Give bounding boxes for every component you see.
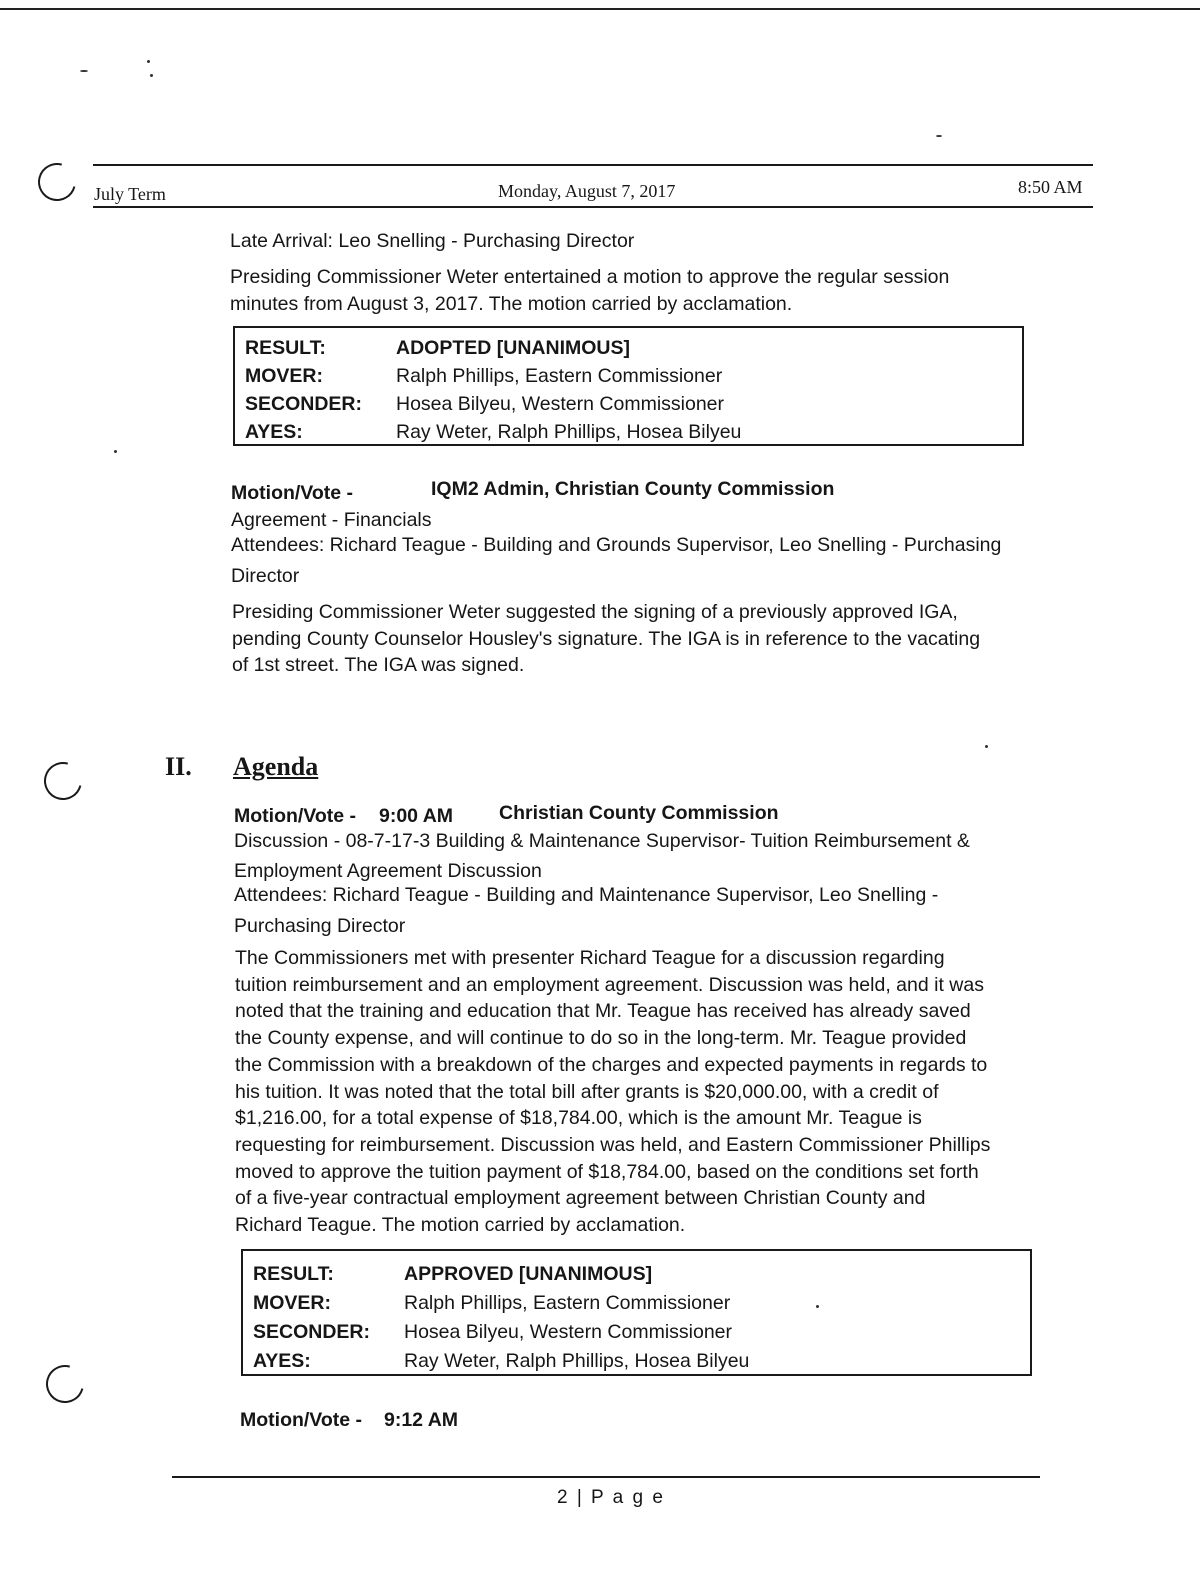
motion-vote-body: Christian County Commission [499, 802, 779, 824]
scan-speck [147, 60, 150, 63]
punch-hole-icon [37, 755, 89, 807]
attendees [234, 880, 938, 942]
section-number: II. [165, 752, 192, 781]
paragraph-line: The Commissioners met with presenter Richard Teague for a discussion regarding [235, 947, 945, 969]
vote-value: Hosea Bilyeu, Western Commissioner [404, 1321, 733, 1343]
header-term: July Term [94, 184, 166, 204]
minutes-approval-paragraph [230, 264, 949, 318]
paragraph-line: noted that the training and education that Mr. Teague has received has already saved [235, 1000, 971, 1023]
late-arrival-line: Late Arrival: Leo Snelling - Purchasing Director [230, 230, 635, 252]
vote-value: Ralph Phillips, Eastern Commissioner [404, 1292, 731, 1314]
header-date: Monday, August 7, 2017 [498, 181, 676, 201]
vote-label: AYES: [253, 1350, 311, 1372]
motion-vote-time: 9:12 AM [384, 1409, 459, 1431]
motion-vote-label: Motion/Vote - [231, 482, 354, 504]
scan-speck [936, 135, 942, 137]
page-number: 2 | P a g e [557, 1487, 665, 1508]
attendees-line: Attendees: Richard Teague - Building and Maintenance Supervisor, Leo Snelling - [234, 884, 939, 906]
vote-value: ADOPTED [UNANIMOUS] [396, 337, 630, 359]
paragraph-line: his tuition. It was noted that the total bill after grants is $20,000.00, with a credit of [235, 1080, 939, 1103]
paragraph-line: of 1st street. The IGA was signed. [232, 654, 525, 676]
vote-label: SECONDER: [253, 1321, 371, 1343]
discussion-line: Employment Agreement Discussion [234, 860, 542, 882]
paragraph-line: tuition reimbursement and an employment agreement. Discussion was held, and it was [235, 973, 984, 996]
discussion [234, 826, 970, 886]
scan-speck [114, 450, 117, 453]
attendees-line: Attendees: Richard Teague - Building and Grounds Supervisor, Leo Snelling - Purchasing [231, 534, 1002, 556]
paragraph-line: Presiding Commissioner Weter suggested the signing of a previously approved IGA, [232, 601, 958, 623]
attendees-line: Purchasing Director [234, 915, 406, 937]
vote-row-seconder [235, 390, 1022, 419]
header-time: 8:50 AM [1018, 177, 1083, 197]
vote-row-ayes [235, 418, 1022, 447]
vote-label: SECONDER: [245, 393, 363, 415]
paragraph-line: pending County Counselor Housley's signature. The IGA is in reference to the vacating [232, 627, 981, 650]
header-rule-bottom [93, 206, 1093, 208]
attendees [231, 530, 1001, 592]
punch-hole-icon [31, 156, 83, 208]
vote-value: Ray Weter, Ralph Phillips, Hosea Bilyeu [396, 421, 742, 443]
motion-vote-time: 9:00 AM [379, 805, 454, 827]
paragraph-line: the Commission with a breakdown of the charges and expected payments in regards to [235, 1053, 988, 1076]
section-title: Agenda [233, 752, 319, 781]
paragraph-line: of a five-year contractual employment agreement between Christian County and [235, 1187, 926, 1210]
vote-result-box [233, 326, 1024, 446]
footer-rule [172, 1476, 1040, 1478]
paragraph-line: Presiding Commissioner Weter entertained a motion to approve the regular session [230, 266, 950, 288]
paragraph-line: Richard Teague. The motion carried by acclamation. [235, 1214, 686, 1237]
vote-value: APPROVED [UNANIMOUS] [404, 1263, 653, 1285]
vote-row-seconder [243, 1318, 1030, 1347]
vote-value: Ralph Phillips, Eastern Commissioner [396, 365, 723, 387]
paragraph-line: the County expense, and will continue to do so in the long-term. Mr. Teague provided [235, 1027, 967, 1050]
vote-row-mover [243, 1289, 1030, 1318]
tuition-paragraph [235, 945, 990, 1239]
motion-vote-label: Motion/Vote - [234, 805, 357, 827]
vote-label: MOVER: [253, 1292, 331, 1314]
motion-vote-label: Motion/Vote - [240, 1409, 363, 1431]
agreement-line: Agreement - Financials [231, 509, 432, 531]
scan-speck [985, 745, 988, 748]
vote-label: MOVER: [245, 365, 323, 387]
vote-value: Ray Weter, Ralph Phillips, Hosea Bilyeu [404, 1350, 750, 1372]
punch-hole-icon [39, 1358, 91, 1410]
paragraph-line: $1,216.00, for a total expense of $18,784.00, which is the amount Mr. Teague is [235, 1107, 922, 1130]
header-rule-top [93, 164, 1093, 166]
paragraph-line: requesting for reimbursement. Discussion was held, and Eastern Commissioner Phillips [235, 1133, 991, 1156]
iga-paragraph [232, 599, 980, 679]
scan-top-edge [0, 8, 1200, 10]
vote-label: AYES: [245, 421, 303, 443]
vote-row-result [235, 334, 1022, 363]
vote-row-ayes [243, 1347, 1030, 1376]
paragraph-line: minutes from August 3, 2017. The motion carried by acclamation. [230, 293, 793, 315]
vote-row-result [243, 1260, 1030, 1289]
vote-row-mover [235, 362, 1022, 391]
scan-speck [80, 70, 88, 72]
vote-label: RESULT: [253, 1263, 334, 1285]
scan-speck [150, 74, 153, 77]
vote-label: RESULT: [245, 337, 326, 359]
vote-result-box [241, 1249, 1032, 1376]
motion-vote-body: IQM2 Admin, Christian County Commission [431, 478, 835, 500]
paragraph-line: moved to approve the tuition payment of $18,784.00, based on the conditions set forth [235, 1160, 979, 1183]
attendees-line: Director [231, 565, 300, 587]
discussion-line: Discussion - 08-7-17-3 Building & Maintenance Supervisor- Tuition Reimbursement & [234, 830, 970, 852]
vote-value: Hosea Bilyeu, Western Commissioner [396, 393, 725, 415]
